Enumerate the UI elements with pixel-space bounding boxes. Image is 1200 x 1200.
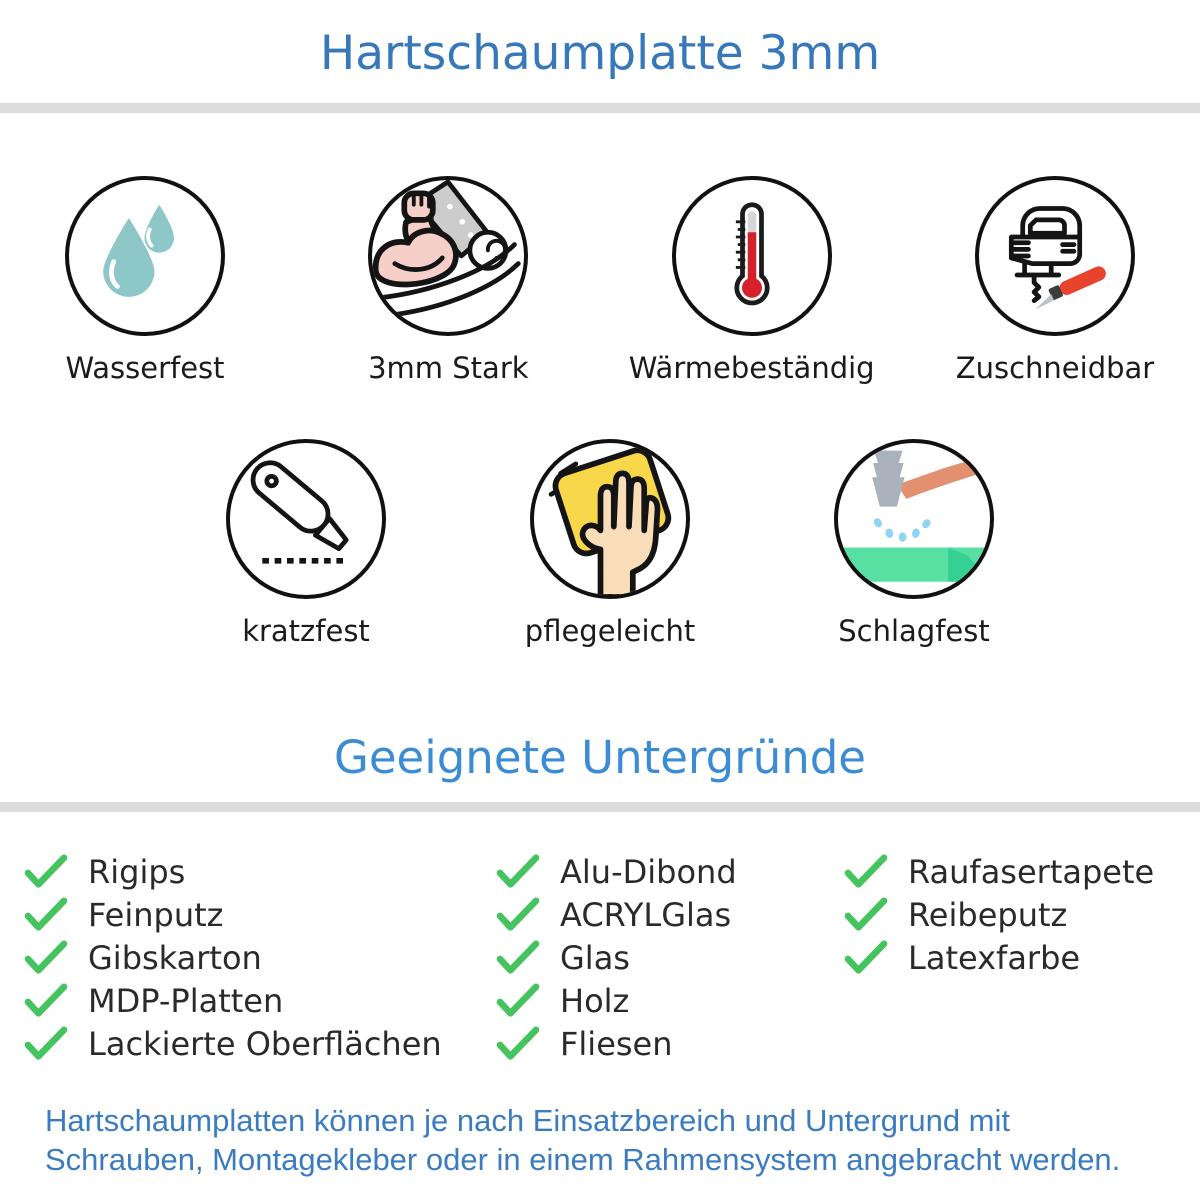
feature-pflegeleicht [515,439,705,648]
check-icon [496,897,540,933]
feature-label: Wärmebeständig [628,351,875,385]
substrate-item [496,1024,844,1064]
mounting-note-line1: Hartschaumplatten können je nach Einsatzbereich und Untergrund mit [45,1103,1010,1138]
feature-schlagfest [819,439,1009,648]
check-icon [844,897,888,933]
substrate-label: Holz [560,982,630,1020]
check-icon [24,983,68,1019]
substrates-column-2 [496,852,844,1067]
cleaning-hand-icon [530,439,690,599]
hammer-icon [834,439,994,599]
check-icon [844,940,888,976]
substrate-label: ACRYLGlas [560,896,732,934]
thermometer-icon [672,176,832,336]
check-icon [24,940,68,976]
substrate-label: Glas [560,939,630,977]
mounting-note-line2: Schrauben, Montagekleber oder in einem Rahmensystem angebracht werden. [45,1142,1121,1177]
check-icon [496,1026,540,1062]
substrate-label: Latexfarbe [908,939,1081,977]
check-icon [24,854,68,890]
substrate-item [844,938,1200,978]
substrate-label: Gibskarton [88,939,262,977]
check-icon [844,854,888,890]
check-icon [496,854,540,890]
check-icon [24,897,68,933]
feature-label: kratzfest [242,614,370,648]
substrate-item [496,852,844,892]
substrates-column-3 [844,852,1200,1067]
substrate-item [24,852,496,892]
feature-3mm-stark [353,176,543,385]
substrate-item [24,895,496,935]
substrate-label: Fliesen [560,1025,673,1063]
feature-label: pflegeleicht [524,614,696,648]
check-icon [496,940,540,976]
section-divider [0,802,1200,812]
jigsaw-icon [975,176,1135,336]
substrate-label: Feinputz [88,896,224,934]
feature-row-1 [0,176,1200,385]
feature-kratzfest [211,439,401,648]
feature-waermebestaendig [628,176,875,385]
substrate-label: Reibeputz [908,896,1068,934]
feature-wasserfest [50,176,240,385]
utility-knife-icon [226,439,386,599]
substrate-item [24,981,496,1021]
feature-label: 3mm Stark [368,351,529,385]
substrate-label: Lackierte Oberflächen [88,1025,442,1063]
feature-row-2 [10,439,1200,648]
substrate-item [844,895,1200,935]
substrate-item [496,895,844,935]
check-icon [496,983,540,1019]
substrate-label: Rigips [88,853,186,891]
muscle-arm-icon [368,176,528,336]
substrate-item [496,981,844,1021]
feature-zuschneidbar [955,176,1155,385]
substrate-label: Raufasertapete [908,853,1155,891]
mounting-note [0,1101,1200,1179]
top-divider [0,103,1200,113]
substrates-column-1 [24,852,496,1067]
substrate-item [24,1024,496,1064]
feature-label: Schlagfest [838,614,990,648]
feature-label: Zuschneidbar [955,351,1155,385]
water-drops-icon [65,176,225,336]
substrate-label: Alu-Dibond [560,853,737,891]
check-icon [24,1026,68,1062]
substrate-item [844,852,1200,892]
feature-label: Wasserfest [65,351,225,385]
page-title: Hartschaumplatte 3mm [319,26,881,81]
substrates-checklist [0,852,1200,1067]
substrate-item [24,938,496,978]
section-title: Geeignete Untergründe [333,731,866,784]
substrate-label: MDP-Platten [88,982,284,1020]
substrate-item [496,938,844,978]
